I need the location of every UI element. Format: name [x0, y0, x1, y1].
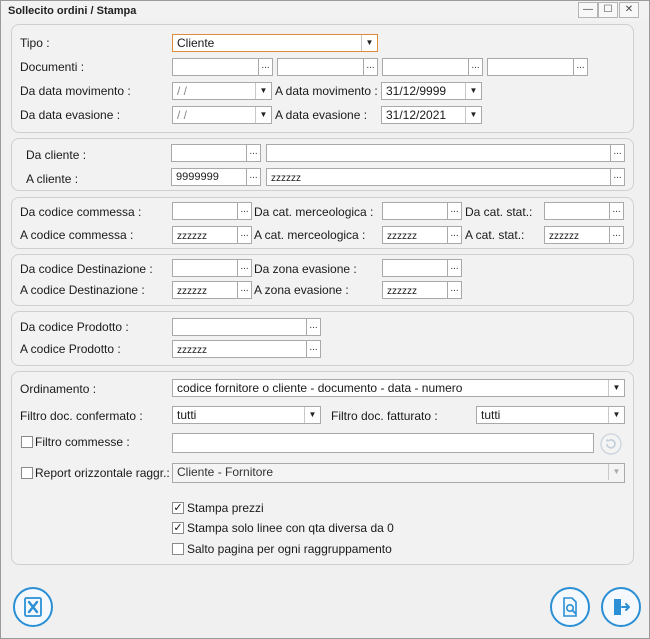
da-cat-merceologica-lookup-button[interactable]: ...: [447, 202, 462, 220]
report-orizzontale-select[interactable]: [172, 463, 625, 483]
da-data-movimento-picker[interactable]: [172, 82, 272, 100]
a-codice-destinazione-lookup-button[interactable]: ...: [237, 281, 252, 299]
da-zona-evasione-label: Da zona evasione :: [254, 262, 357, 276]
report-orizzontale-checkbox[interactable]: [21, 467, 33, 479]
a-cliente-lookup-button[interactable]: ...: [246, 168, 261, 186]
da-codice-prodotto-field[interactable]: [172, 318, 307, 336]
filtro-confermato-select[interactable]: [172, 406, 321, 424]
da-codice-commessa-label: Da codice commessa :: [20, 205, 142, 219]
a-codice-prodotto-label: A codice Prodotto :: [20, 342, 121, 356]
a-codice-commessa-label: A codice commessa :: [20, 228, 134, 242]
documenti-field-3[interactable]: [382, 58, 469, 76]
documenti-lookup-4-button[interactable]: ...: [573, 58, 588, 76]
a-cat-merceologica-field[interactable]: zzzzzz: [382, 226, 448, 244]
a-zona-evasione-label: A zona evasione :: [254, 283, 349, 297]
stampa-prezzi-checkbox[interactable]: ✓: [173, 502, 183, 514]
a-codice-prodotto-lookup-button[interactable]: ...: [306, 340, 321, 358]
da-cat-merceologica-field[interactable]: [382, 202, 448, 220]
da-zona-evasione-field[interactable]: [382, 259, 448, 277]
a-data-movimento-value: 31/12/9999: [386, 84, 447, 98]
a-zona-evasione-field[interactable]: zzzzzz: [382, 281, 448, 299]
da-codice-destinazione-label: Da codice Destinazione :: [20, 262, 153, 276]
print-preview-button[interactable]: [550, 587, 590, 627]
a-codice-destinazione-field[interactable]: zzzzzz: [172, 281, 238, 299]
da-cliente-name-field[interactable]: [266, 144, 611, 162]
a-cliente-name-field[interactable]: zzzzzz: [266, 168, 611, 186]
maximize-button[interactable]: ☐: [598, 2, 618, 18]
da-codice-destinazione-field[interactable]: [172, 259, 238, 277]
a-cat-merceologica-label: A cat. merceologica :: [254, 228, 366, 242]
close-window-button[interactable]: ✕: [619, 2, 639, 18]
chevron-down-icon: ▼: [465, 83, 481, 99]
filtro-commesse-checkbox[interactable]: [21, 436, 33, 448]
filtro-fatturato-value: tutti: [481, 408, 501, 422]
excel-export-button[interactable]: [13, 587, 53, 627]
a-data-movimento-picker[interactable]: [381, 82, 482, 100]
refresh-icon[interactable]: [600, 433, 622, 455]
chevron-down-icon: ▼: [608, 464, 624, 480]
a-cat-stat-field[interactable]: zzzzzz: [544, 226, 610, 244]
a-codice-prodotto-field[interactable]: zzzzzz: [172, 340, 307, 358]
a-cliente-label: A cliente :: [26, 172, 79, 186]
tipo-select[interactable]: [172, 34, 378, 52]
report-orizzontale-label: Report orizzontale raggr.:: [35, 466, 170, 480]
ordinamento-label: Ordinamento :: [20, 382, 97, 396]
ordinamento-select[interactable]: [172, 379, 625, 397]
a-cliente-code-field[interactable]: 9999999: [171, 168, 247, 186]
da-cliente-code-field[interactable]: [171, 144, 247, 162]
a-data-evasione-value: 31/12/2021: [386, 108, 447, 122]
da-cat-stat-label: Da cat. stat.:: [465, 205, 533, 219]
minimize-button[interactable]: —: [578, 2, 598, 18]
a-codice-destinazione-label: A codice Destinazione :: [20, 283, 145, 297]
da-data-movimento-value: / /: [177, 84, 188, 98]
da-cliente-name-lookup-button[interactable]: ...: [610, 144, 625, 162]
exit-door-icon: [611, 597, 631, 617]
da-data-evasione-value: / /: [177, 108, 188, 122]
a-codice-commessa-lookup-button[interactable]: ...: [237, 226, 252, 244]
chevron-down-icon: ▼: [465, 107, 481, 123]
salto-pagina-checkbox[interactable]: [172, 543, 184, 555]
document-search-icon: [560, 597, 580, 617]
excel-icon: [23, 597, 43, 617]
da-cat-stat-lookup-button[interactable]: ...: [609, 202, 624, 220]
chevron-down-icon: ▼: [608, 380, 624, 396]
da-codice-commessa-lookup-button[interactable]: ...: [237, 202, 252, 220]
filtro-confermato-value: tutti: [177, 408, 197, 422]
ordinamento-select-value: codice fornitore o cliente - documento - data - numero: [177, 381, 463, 395]
chevron-down-icon: ▼: [304, 407, 320, 423]
documenti-field-2[interactable]: [277, 58, 364, 76]
filtro-fatturato-label: Filtro doc. fatturato :: [331, 409, 438, 423]
da-zona-evasione-lookup-button[interactable]: ...: [447, 259, 462, 277]
window-title: Sollecito ordini / Stampa: [8, 5, 137, 17]
stampa-prezzi-label: Stampa prezzi: [187, 501, 264, 515]
report-orizzontale-value: Cliente - Fornitore: [177, 465, 274, 479]
documenti-lookup-2-button[interactable]: ...: [363, 58, 378, 76]
documenti-lookup-1-button[interactable]: ...: [258, 58, 273, 76]
da-codice-commessa-field[interactable]: [172, 202, 238, 220]
title-bar: [1, 1, 649, 21]
a-data-evasione-label: A data evasione :: [275, 108, 368, 122]
stampa-solo-linee-label: Stampa solo linee con qta diversa da 0: [187, 521, 394, 535]
exit-button[interactable]: [601, 587, 641, 627]
da-codice-prodotto-lookup-button[interactable]: ...: [306, 318, 321, 336]
a-cat-stat-lookup-button[interactable]: ...: [609, 226, 624, 244]
salto-pagina-label: Salto pagina per ogni raggruppamento: [187, 542, 392, 556]
tipo-select-value: Cliente: [177, 36, 215, 50]
da-cat-stat-field[interactable]: [544, 202, 610, 220]
da-codice-destinazione-lookup-button[interactable]: ...: [237, 259, 252, 277]
a-cliente-name-lookup-button[interactable]: ...: [610, 168, 625, 186]
chevron-down-icon: ▼: [361, 35, 377, 51]
a-codice-commessa-field[interactable]: zzzzzz: [172, 226, 238, 244]
documenti-field-1[interactable]: [172, 58, 259, 76]
da-cat-merceologica-label: Da cat. merceologica :: [254, 205, 374, 219]
da-data-movimento-label: Da data movimento :: [20, 84, 131, 98]
documenti-label: Documenti :: [20, 60, 85, 74]
filtro-fatturato-select[interactable]: [476, 406, 625, 424]
da-cliente-lookup-button[interactable]: ...: [246, 144, 261, 162]
filtro-confermato-label: Filtro doc. confermato :: [20, 409, 143, 423]
stampa-solo-linee-checkbox[interactable]: ✓: [173, 522, 183, 534]
documenti-field-4[interactable]: [487, 58, 574, 76]
chevron-down-icon: ▼: [255, 107, 271, 123]
tipo-label: Tipo :: [20, 36, 50, 50]
a-zona-evasione-lookup-button[interactable]: ...: [447, 281, 462, 299]
filtro-commesse-field[interactable]: [172, 433, 594, 453]
documenti-lookup-3-button[interactable]: ...: [468, 58, 483, 76]
a-data-movimento-label: A data movimento :: [275, 84, 378, 98]
a-cat-stat-label: A cat. stat.:: [465, 228, 525, 242]
filtro-commesse-label: Filtro commesse :: [35, 435, 130, 449]
da-data-evasione-picker[interactable]: [172, 106, 272, 124]
da-data-evasione-label: Da data evasione :: [20, 108, 121, 122]
da-cliente-label: Da cliente :: [26, 148, 87, 162]
a-cat-merceologica-lookup-button[interactable]: ...: [447, 226, 462, 244]
a-data-evasione-picker[interactable]: [381, 106, 482, 124]
chevron-down-icon: ▼: [608, 407, 624, 423]
da-codice-prodotto-label: Da codice Prodotto :: [20, 320, 129, 334]
chevron-down-icon: ▼: [255, 83, 271, 99]
